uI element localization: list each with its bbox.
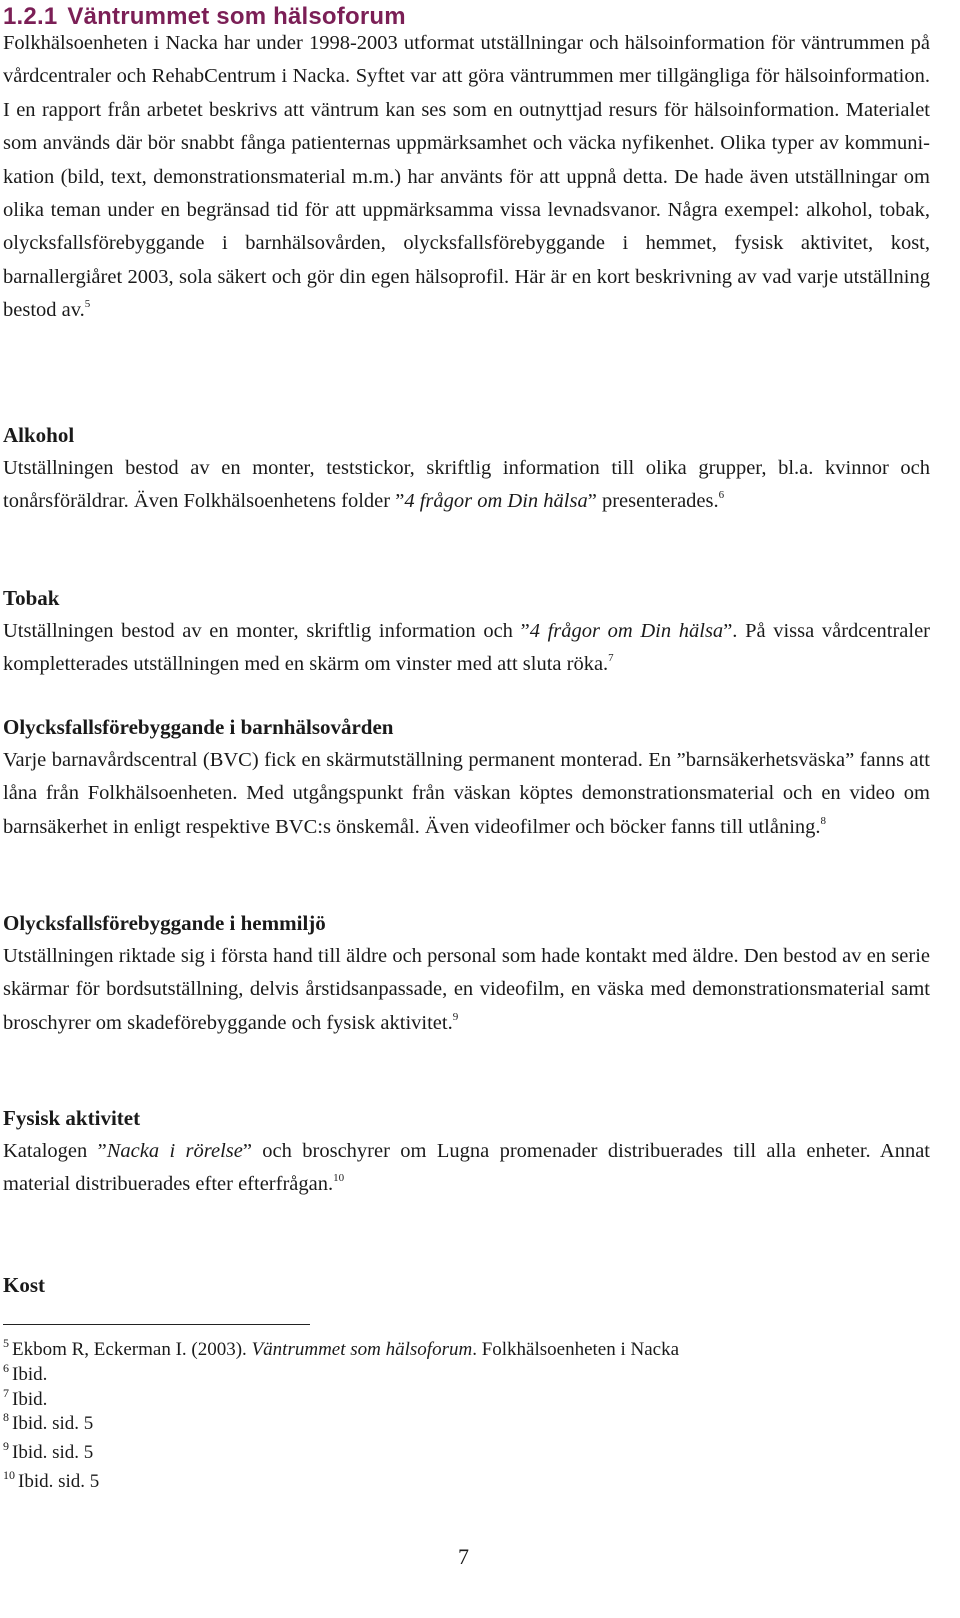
footnote-7	[3, 1388, 47, 1412]
subheading-barnhalsovarden: Olycksfallsförebyggande i barnhälsovården	[3, 715, 394, 739]
footnote-ref: 9	[452, 1010, 459, 1023]
footnote-ref: 8	[820, 814, 827, 827]
footnote-mark: 9	[3, 1439, 9, 1453]
tobak-text: Utställningen bestod av en monter, skriftlig information och ”	[3, 620, 530, 642]
alkohol-text-end: ” presenterades.	[587, 490, 719, 513]
footnote-8	[3, 1412, 93, 1436]
footnote-5	[3, 1338, 679, 1362]
intro-paragraph	[3, 27, 930, 328]
subheading-tobak: Tobak	[3, 586, 60, 610]
alkohol-text: Utställningen bestod av en monter, teststickor, skriftlig information till olika grupper, bl.a. kvinnor och tonårsföräldrar. Även Folkhälsoenhetens folder ”	[3, 457, 930, 513]
barn-paragraph	[3, 744, 930, 844]
tobak-paragraph	[3, 615, 930, 682]
subheading-alkohol: Alkohol	[3, 423, 75, 447]
footnote-mark: 6	[3, 1361, 9, 1375]
footnote-mark: 8	[3, 1410, 9, 1424]
footnote-mark: 10	[3, 1468, 15, 1482]
subheading-kost: Kost	[3, 1273, 45, 1297]
footnote-ref: 6	[718, 489, 725, 502]
footnote-mark: 5	[3, 1336, 9, 1350]
alkohol-paragraph	[3, 452, 930, 519]
tobak-text-end: ”. På vissa vårdcentraler kompletterades utställningen med en skärm om vinster med att sluta röka.	[3, 620, 930, 676]
subheading-hemmiljo: Olycksfallsförebyggande i hemmiljö	[3, 911, 326, 935]
page-number: 7	[458, 1544, 469, 1569]
footnote-text: Ibid. sid. 5	[18, 1471, 100, 1492]
fysisk-paragraph	[3, 1135, 930, 1202]
tobak-italic: 4 frågor om Din hälsa	[529, 620, 724, 642]
section-title: Väntrummet som hälsoforum	[67, 3, 406, 30]
footnote-mark: 7	[3, 1386, 9, 1400]
alkohol-italic: 4 frågor om Din hälsa	[404, 490, 588, 513]
footnote-text: Ekbom R, Eckerman I. (2003).	[12, 1339, 252, 1360]
hem-text: Utställningen riktade sig i första hand till äldre och personal som hade kontakt med äldre. Den bestod av en serie skärmar för bordsutställning, delvis årstidsanpassade, en videofilm, en väska med demonstrationsmaterial samt broschyrer om skadeförebyggande och fysisk aktivitet.	[3, 945, 930, 1034]
hem-paragraph	[3, 940, 930, 1040]
fysisk-text-end: ” och broschyrer om Lugna promenader distribuerades till alla enheter. Annat material distribuerades efter efterfrågan.	[3, 1140, 930, 1196]
footnote-italic: Väntrummet som hälsoforum	[251, 1339, 473, 1360]
footnote-text: Ibid. sid. 5	[12, 1413, 94, 1434]
intro-text: Folkhälsoenheten i Nacka har under 1998-2003 utformat utställningar och hälsoinformation för väntrummen på vårdcentraler och RehabCentrum i Nacka. Syftet var att göra väntrummen mer tillgängliga för hälsoinformation. I en rapport från arbetet beskrivs att väntrum kan ses som en outnyttjad resurs för hälsoinformation. Materialet som används där bör snabbt fånga patienternas uppmärksamhet och väcka nyfikenhet. Olika typer av kommunikation (bild, text, demonstrationsmaterial m.m.) har använts för att uppnå detta. De hade även utställningar om olika teman under en begränsad tid för att uppmärksamma vissa levnadsvanor. Några exempel: alkohol, tobak, olycksfallsförebyggande i barnhälsovården, olycksfallsförebyggande i hemmet, fysisk aktivitet, kost, barnallergiåret 2003, sola säkert och gör din egen hälsoprofil. Här är en kort beskrivning av vad varje utställning bestod av.	[3, 32, 930, 322]
footnote-text: Ibid.	[12, 1389, 48, 1410]
footnote-ref: 10	[333, 1172, 345, 1185]
footnote-text-end: . Folkhälsoenheten i Nacka	[472, 1339, 680, 1360]
barn-text: Varje barnavårdscentral (BVC) fick en skärmutställning permanent monterad. En ”barnsäkerhetsväska” fanns att låna från Folkhälsoenheten. Med utgångspunkt från väskan köptes demonstrationsmaterial och en video om barnsäkerhet in enligt respektive BVC:s önskemål. Även videofilmer och böcker fanns till utlåning.	[3, 749, 930, 838]
footnote-ref: 7	[608, 652, 614, 665]
fysisk-italic: Nacka i rörelse	[106, 1140, 243, 1162]
footnote-10	[3, 1470, 99, 1494]
footnote-ref: 5	[84, 298, 91, 311]
fysisk-text: Katalogen ”	[3, 1140, 107, 1162]
section-number: 1.2.1	[3, 3, 58, 30]
footnote-9	[3, 1441, 93, 1465]
footnote-6	[3, 1363, 47, 1387]
subheading-fysisk-aktivitet: Fysisk aktivitet	[3, 1106, 141, 1130]
footnote-text: Ibid.	[12, 1364, 48, 1385]
footnote-text: Ibid. sid. 5	[12, 1442, 94, 1463]
footnote-divider	[3, 1324, 310, 1325]
